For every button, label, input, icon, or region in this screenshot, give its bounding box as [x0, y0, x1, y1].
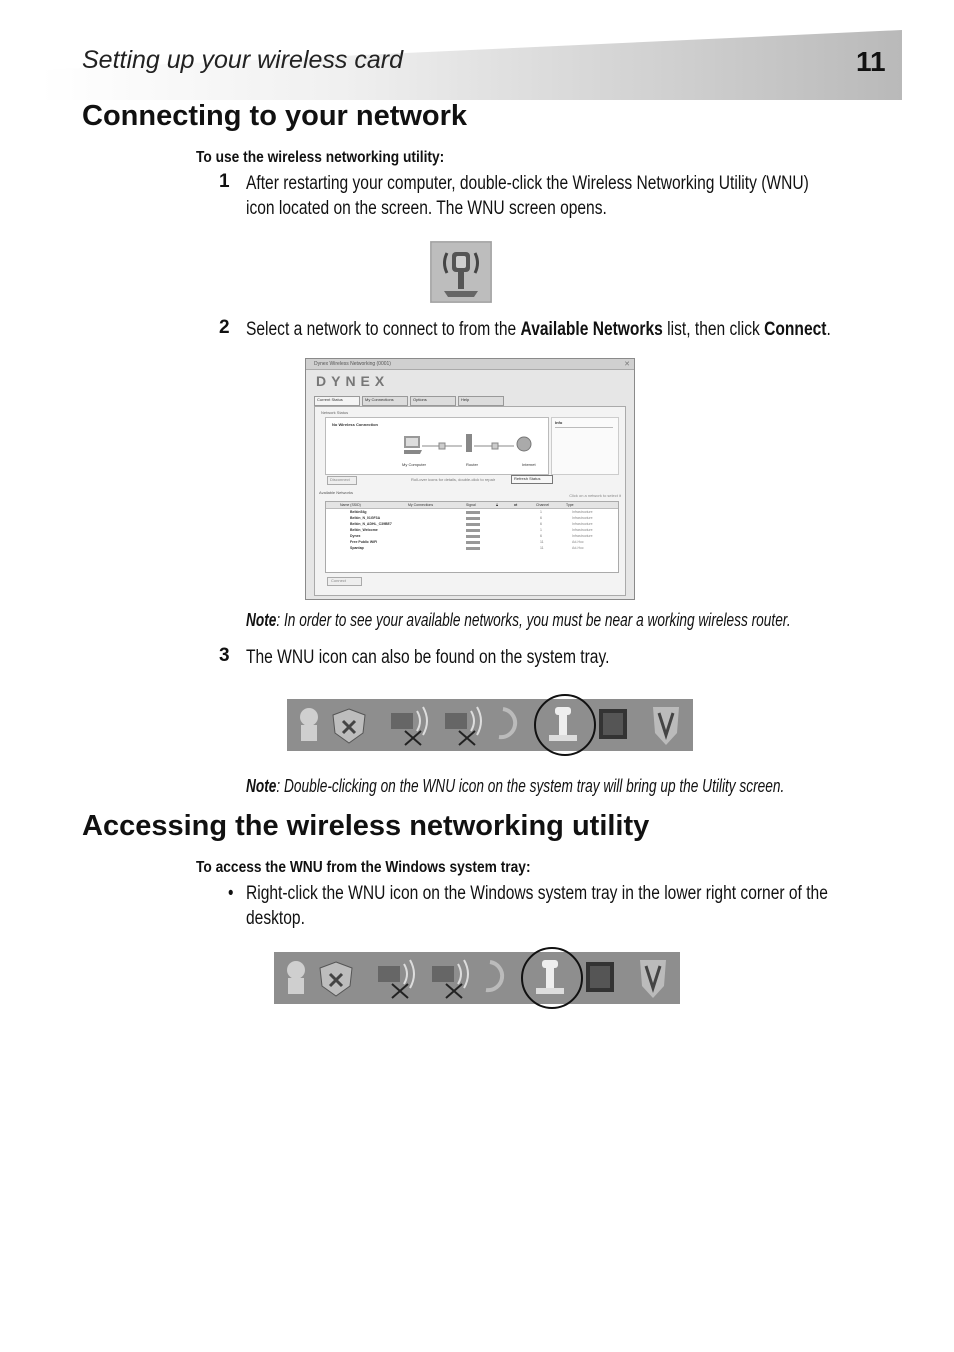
network-name: Dynex: [350, 534, 361, 538]
network-name: Spantap: [350, 546, 364, 550]
network-channel: 6: [540, 522, 542, 526]
network-status-label: Network Status: [321, 410, 349, 415]
network-type: Infrastructure: [572, 534, 593, 538]
step-1-line-1: After restarting your computer, double-click the Wireless Networking Utility (WNU): [246, 173, 809, 194]
device-label-router: Router: [466, 462, 479, 467]
signal-bars-icon: [466, 517, 480, 520]
networks-table-header: [326, 502, 618, 509]
page-number: 11: [856, 46, 886, 77]
refresh-status-button[interactable]: Refresh Status: [511, 475, 553, 484]
available-networks-label: Available Networks: [319, 490, 353, 495]
bullet-line-1: Right-click the WNU icon on the Windows system tray in the lower right corner of the: [246, 883, 828, 904]
device-label-computer: My Computer: [402, 462, 427, 467]
tab-my-connections[interactable]: My Connections: [362, 396, 408, 406]
network-channel: 11: [540, 540, 544, 544]
step-number-3: 3: [219, 645, 230, 666]
network-channel: 11: [540, 546, 544, 550]
step-number-2: 2: [219, 317, 230, 338]
wnu-window-screenshot: [305, 358, 635, 600]
network-name: Belkin_Welcome: [350, 528, 378, 532]
signal-bars-icon: [466, 523, 480, 526]
network-type: Ad-Hoc: [572, 546, 584, 550]
dynex-logo: DYNEX: [316, 373, 390, 389]
network-name: Free Public WiFi: [350, 540, 378, 544]
device-label-internet: Internet: [522, 462, 536, 467]
network-channel: 1: [540, 528, 542, 532]
network-channel: 1: [540, 510, 542, 514]
step-number-1: 1: [219, 171, 230, 192]
signal-bars-icon: [466, 511, 480, 514]
subheading-access-tray: To access the WNU from the Windows system tray:: [196, 859, 531, 876]
info-label: Info: [555, 420, 563, 425]
rollover-hint: Roll-over icons for details, double-click to repair: [411, 477, 496, 482]
col-type[interactable]: Type: [566, 503, 574, 507]
network-type: Ad-Hoc: [572, 540, 584, 544]
signal-bars-icon: [466, 541, 480, 544]
signal-bars-icon: [466, 535, 480, 538]
close-icon[interactable]: ✕: [624, 361, 630, 368]
system-tray-image-2: [274, 952, 680, 1004]
network-channel: 6: [540, 534, 542, 538]
step-2-text: Select a network to connect to from the Available Networks list, then click Connect.: [246, 319, 831, 340]
subheading-use-utility: To use the wireless networking utility:: [196, 149, 445, 166]
signal-bars-icon: [466, 529, 480, 532]
col-my-connections[interactable]: My Connections: [408, 503, 434, 507]
network-name: Belkin54g: [350, 510, 367, 514]
network-type: Infrastructure: [572, 522, 593, 526]
highlight-circle: [520, 946, 584, 1010]
network-type: Infrastructure: [572, 528, 593, 532]
network-name: Belkin_N_01GF3A: [350, 516, 381, 520]
network-type: Infrastructure: [572, 516, 593, 520]
tray-monitor-icon: [586, 962, 614, 992]
system-tray-image: [287, 699, 693, 751]
highlight-circle: [533, 693, 597, 757]
tray-monitor-icon: [599, 709, 627, 739]
window-titlebar: Dynex Wireless Networking (0001): [314, 361, 391, 367]
section-heading-accessing: Accessing the wireless networking utility: [82, 810, 650, 842]
step-1-line-2: icon located on the screen. The WNU screen opens.: [246, 198, 607, 219]
network-name: Belkin_N_ADHL_C39BE7: [350, 522, 392, 526]
tab-help[interactable]: Help: [458, 396, 504, 406]
col-signal[interactable]: Signal: [466, 503, 476, 507]
col-channel[interactable]: Channel: [536, 503, 550, 507]
note-double-click: Note: Double-clicking on the WNU icon on the system tray will bring up the Utility screen.: [246, 776, 785, 796]
select-network-hint: Click on a network to select it: [569, 493, 621, 498]
network-type: Infrastructure: [572, 510, 593, 514]
lock-icon[interactable]: 🔒︎: [496, 502, 499, 507]
disconnect-button[interactable]: Disconnect: [327, 476, 357, 485]
connect-button[interactable]: Connect: [327, 577, 362, 586]
arrows-icon[interactable]: ⇄: [514, 502, 518, 507]
tab-options[interactable]: Options: [410, 396, 456, 406]
bullet-marker: •: [228, 883, 234, 904]
step-3-text: The WNU icon can also be found on the system tray.: [246, 647, 610, 668]
note-available-networks: Note: In order to see your available networks, you must be near a working wireless router.: [246, 610, 791, 630]
bullet-line-2: desktop.: [246, 908, 305, 929]
network-channel: 6: [540, 516, 542, 520]
section-heading-connecting: Connecting to your network: [82, 100, 468, 132]
network-rows: [326, 510, 618, 552]
tab-current-status[interactable]: Current Status: [314, 396, 360, 406]
no-connection-text: No Wireless Connection: [332, 422, 378, 427]
wnu-desktop-icon[interactable]: [430, 241, 492, 303]
network-row[interactable]: [326, 546, 618, 552]
col-name[interactable]: Name (SSID): [340, 503, 361, 507]
signal-bars-icon: [466, 547, 480, 550]
running-header-title: Setting up your wireless card: [82, 46, 403, 74]
networks-table: [325, 501, 619, 573]
